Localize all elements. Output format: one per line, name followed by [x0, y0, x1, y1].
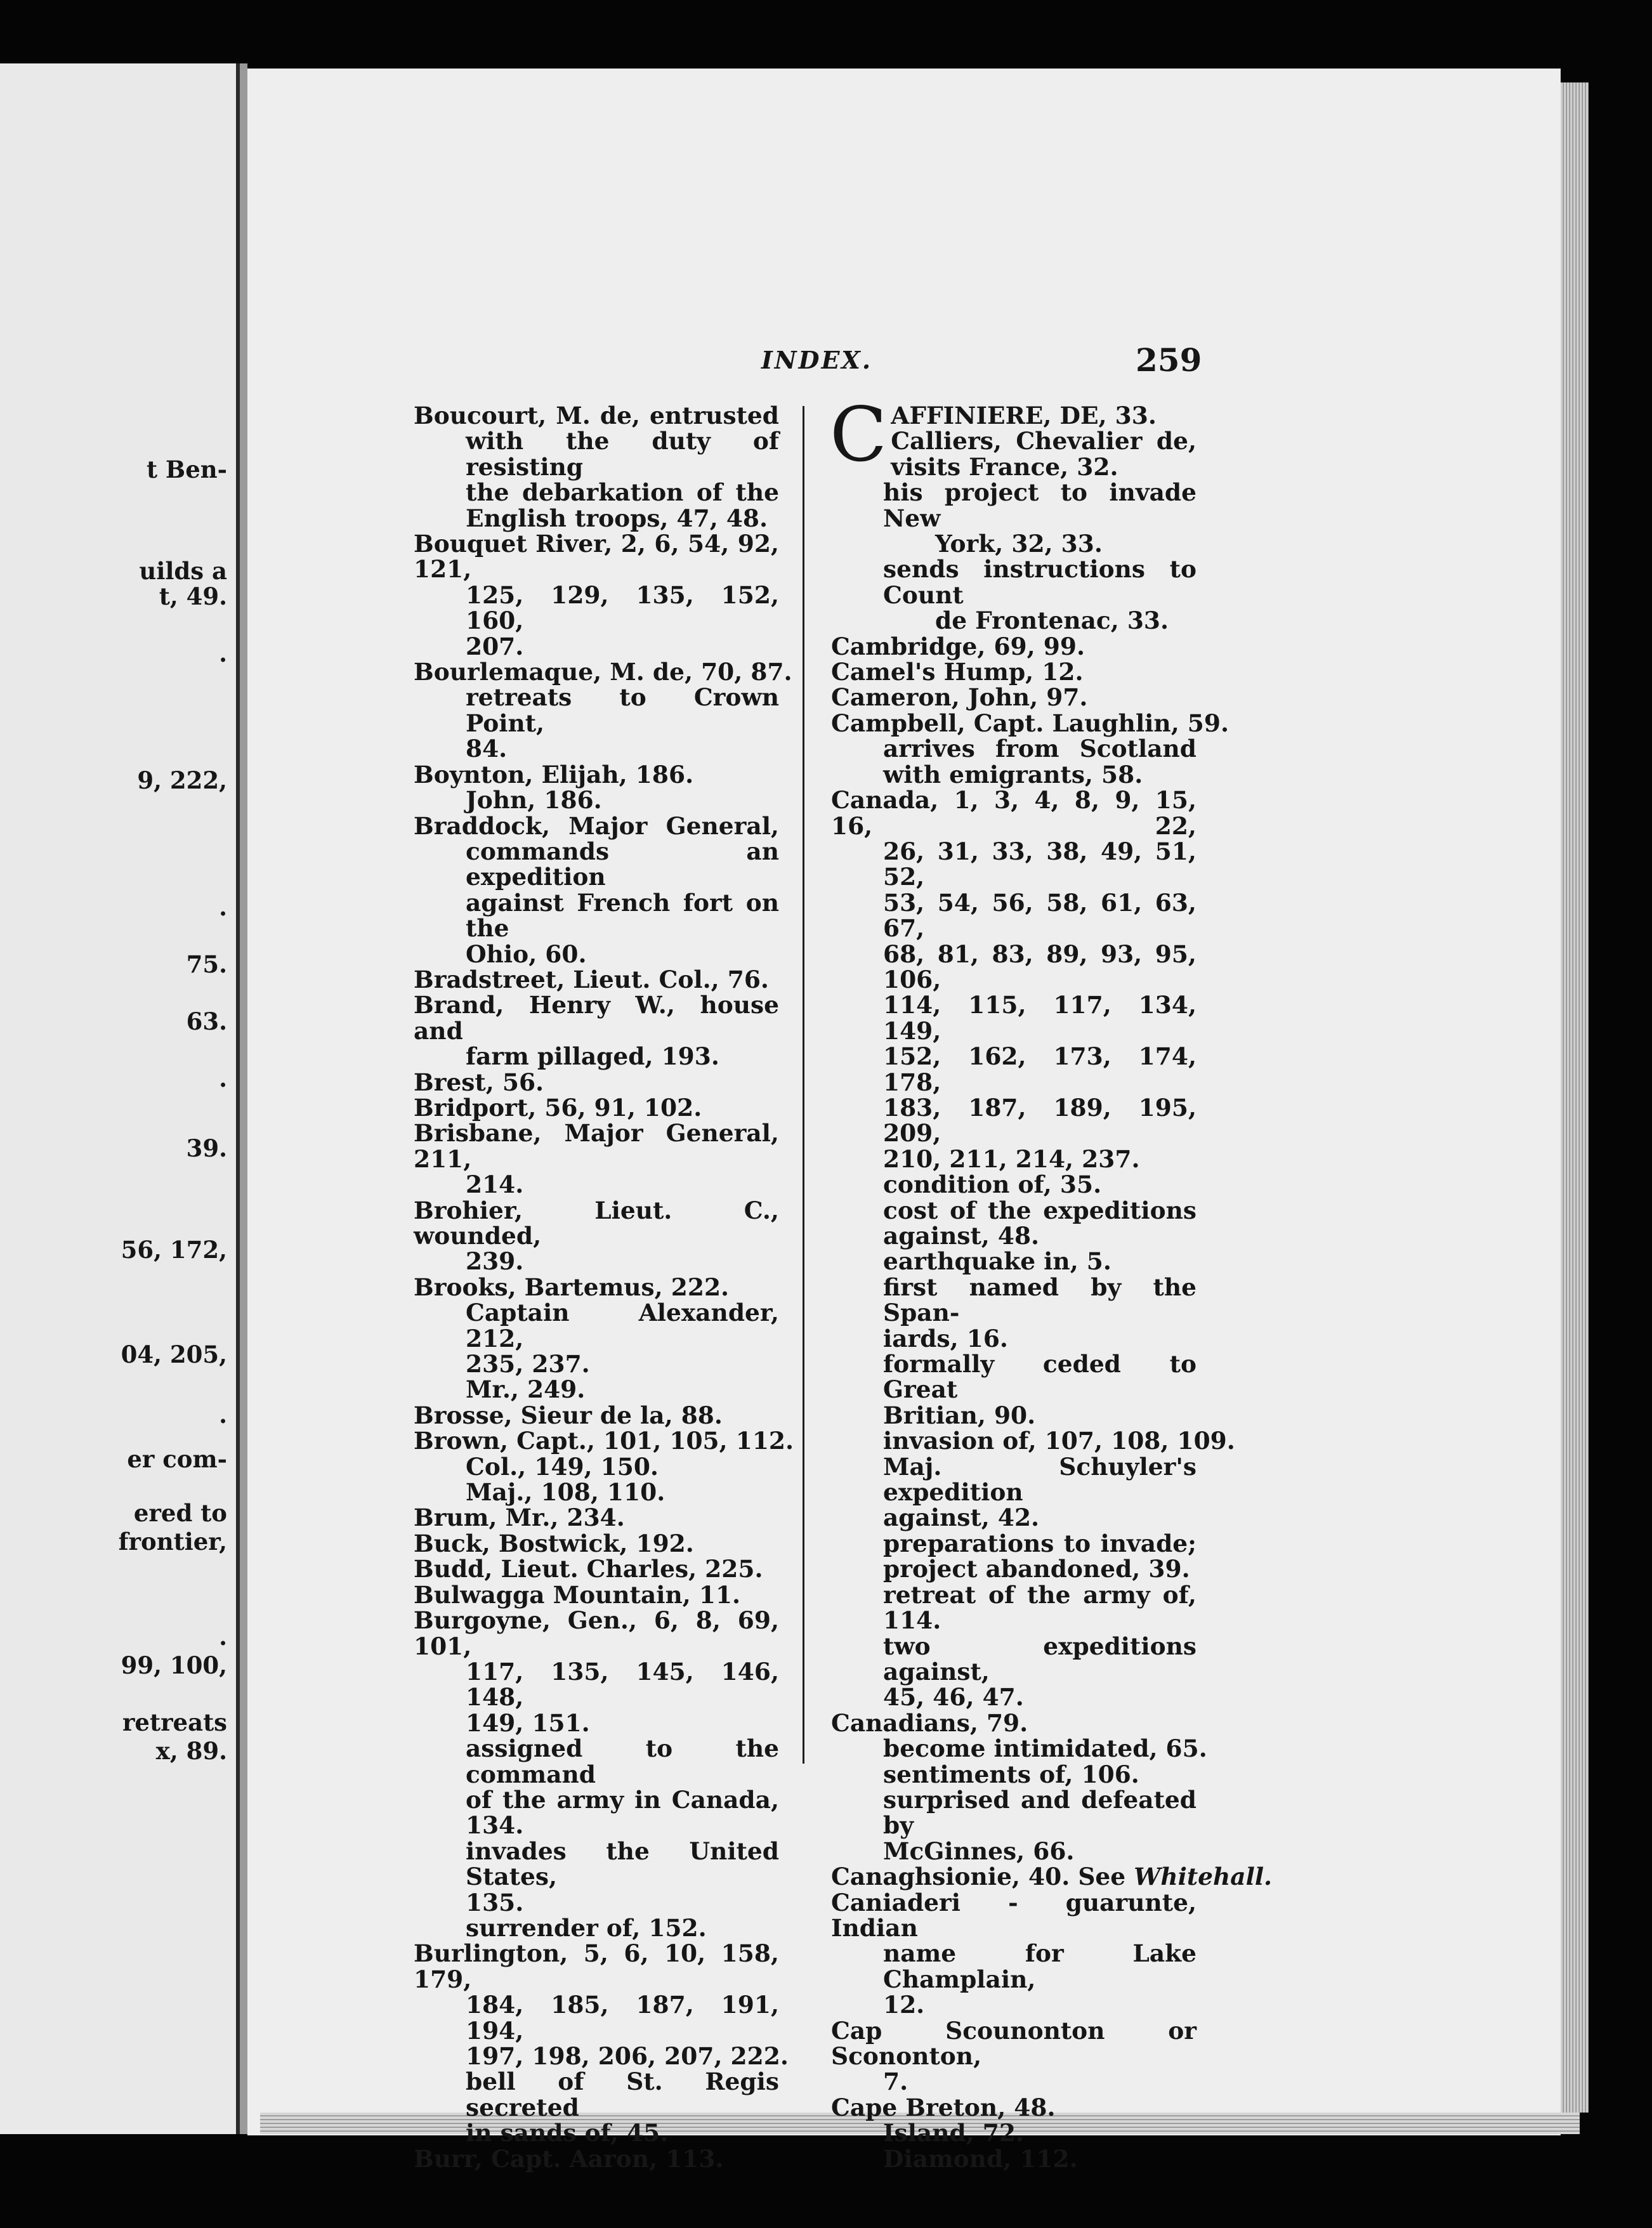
index-entry — [414, 1531, 779, 1556]
index-text: against, 42. — [883, 1504, 1040, 1532]
index-subentry-line — [414, 1736, 779, 1787]
index-entry — [414, 1275, 779, 1403]
index-text: Boucourt, M. de, entrusted — [414, 402, 779, 429]
facing-page-text: 39. — [186, 1134, 227, 1162]
index-text: surrender of, 152. — [466, 1913, 707, 1942]
index-text: Brooks, Bartemus, 222. — [414, 1273, 730, 1301]
index-subentry-line — [831, 1248, 1196, 1274]
page-number: 259 — [1136, 341, 1202, 379]
index-entry-heading — [414, 1505, 779, 1530]
index-entry-heading — [414, 1275, 779, 1300]
index-entry — [414, 1608, 779, 1941]
index-text: Brosse, Sieur de la, 88. — [414, 1401, 723, 1429]
index-entry — [414, 1095, 779, 1120]
index-subentry-line — [831, 480, 1196, 531]
index-entry-heading — [414, 658, 792, 686]
index-entry-heading — [414, 1070, 779, 1095]
index-entry — [831, 2095, 1196, 2172]
index-text: invasion of, 107, 108, 109. — [883, 1427, 1235, 1455]
index-text: retreat of the army of, — [883, 1580, 1196, 1609]
index-entry-heading — [414, 1556, 779, 1582]
index-text: first named by the Span- — [883, 1273, 1196, 1327]
index-column-right — [830, 391, 1273, 2173]
index-entry-heading — [831, 2095, 1196, 2120]
index-subentry-line — [414, 428, 779, 480]
index-entry-heading — [414, 1531, 779, 1556]
index-subentry-line — [414, 1300, 779, 1351]
index-text: English troops, 47, 48. — [466, 504, 768, 532]
index-subentry-line — [414, 1659, 779, 1710]
index-entry-heading — [414, 2146, 779, 2172]
index-text: project abandoned, 39. — [883, 1555, 1190, 1583]
index-text: 84. — [466, 735, 508, 763]
index-subentry-line — [831, 890, 1196, 941]
index-text: arrives from Scotland — [883, 735, 1196, 763]
index-subentry-line — [831, 1275, 1196, 1326]
index-text: sentiments of, 106. — [883, 1760, 1139, 1788]
index-entry-heading — [831, 1710, 1196, 1736]
index-text: Canaghsionie, 40. See — [831, 1863, 1134, 1891]
index-text: preparations to invade; — [883, 1529, 1196, 1557]
index-entry — [831, 786, 1235, 1712]
index-text: Bradstreet, Lieut. Col., 76. — [414, 965, 769, 993]
facing-page-text: er com- — [127, 1445, 227, 1473]
index-subentry-line — [831, 2120, 1196, 2146]
index-subentry-line — [831, 1095, 1196, 1146]
index-entry-heading — [414, 1427, 794, 1455]
index-subentry-line — [414, 1838, 779, 1890]
index-text: 152, 162, 173, 174, 178, — [883, 1042, 1196, 1096]
index-subentry-line — [414, 1044, 779, 1069]
index-subentry-line — [831, 1223, 1196, 1248]
facing-page-text: . — [219, 639, 227, 667]
index-subentry-line — [831, 1505, 1196, 1530]
index-entry-heading — [831, 1863, 1273, 1891]
facing-page-text: . — [219, 893, 227, 921]
index-text: Brand, Henry W., house and — [414, 991, 779, 1045]
index-entry-heading — [414, 1198, 779, 1249]
index-entry-heading — [414, 762, 779, 787]
index-entry — [831, 454, 1196, 634]
index-entry-heading — [831, 659, 1196, 685]
index-entry — [414, 1505, 779, 1530]
index-entry-heading — [414, 1120, 779, 1172]
index-text: Brum, Mr., 234. — [414, 1504, 625, 1532]
index-entry-heading — [414, 531, 779, 582]
index-text: Burlington, 5, 6, 10, 158, 179, — [414, 1939, 779, 1993]
index-entry — [414, 1939, 789, 2147]
index-text: Cape Breton, 48. — [831, 2093, 1056, 2121]
index-subentry-line — [831, 1198, 1196, 1223]
index-subentry-line — [831, 992, 1196, 1044]
index-text: 207. — [466, 632, 524, 660]
index-subentry-line — [831, 736, 1196, 761]
index-entry-heading — [414, 813, 779, 839]
index-text: against, 48. — [883, 1222, 1040, 1250]
index-text: McGinnes, 66. — [883, 1837, 1075, 1865]
index-text: Burgoyne, Gen., 6, 8, 69, 101, — [414, 1606, 779, 1660]
index-subentry-line — [414, 1172, 779, 1197]
index-text: Canada, 1, 3, 4, 8, 9, 15, 16, 22, — [831, 786, 1196, 840]
index-text: Boynton, Elijah, 186. — [414, 760, 694, 789]
index-subentry-line — [414, 1890, 779, 1915]
index-text: Braddock, Major General, — [414, 811, 779, 840]
column-rule — [803, 406, 804, 1764]
index-text: cost of the expeditions — [883, 1196, 1196, 1224]
facing-page-text: x, 89. — [155, 1737, 227, 1765]
index-text: 26, 31, 33, 38, 49, 51, 52, — [883, 837, 1196, 891]
index-text: earthquake in, 5. — [883, 1247, 1111, 1276]
index-entry-heading — [831, 1890, 1196, 1941]
index-entry — [831, 685, 1196, 710]
index-subentry-line — [414, 941, 779, 967]
index-text: 214. — [466, 1170, 524, 1199]
index-subentry-line — [831, 941, 1196, 993]
index-entry — [414, 658, 792, 763]
index-text: York, 32, 33. — [935, 530, 1103, 558]
index-entry — [414, 992, 779, 1069]
index-subentry-line — [414, 2042, 789, 2070]
index-text: surprised and defeated by — [883, 1785, 1196, 1840]
index-text: Burr, Capt. Aaron, 113. — [414, 2144, 724, 2173]
index-entry — [831, 709, 1229, 789]
index-text: Diamond, 112. — [883, 2144, 1078, 2173]
running-head: INDEX. — [761, 346, 873, 374]
index-entry — [414, 1403, 779, 1428]
index-text: 135. — [466, 1888, 524, 1917]
index-entry-heading — [831, 787, 1196, 839]
index-text: 235, 237. — [466, 1350, 590, 1379]
index-subentry-line — [414, 506, 779, 531]
index-entry-heading — [414, 1608, 779, 1659]
index-text: 149, 151. — [466, 1708, 590, 1737]
index-subentry-line — [414, 634, 779, 659]
index-subentry-line — [831, 839, 1196, 890]
index-text: name for Lake Champlain, — [883, 1939, 1196, 1993]
index-subentry-line — [414, 787, 779, 813]
index-text: Col., 149, 150. — [466, 1452, 659, 1481]
index-subentry-line — [831, 608, 1196, 633]
index-text: become intimidated, 65. — [883, 1734, 1207, 1763]
index-text: 68, 81, 83, 89, 93, 95, 106, — [883, 940, 1196, 993]
index-entry-heading — [831, 634, 1196, 659]
index-text: Island, 72. — [883, 2119, 1025, 2147]
index-subentry-line — [414, 1710, 779, 1736]
index-subentry-line — [831, 1608, 1196, 1633]
facing-page-text: 9, 222, — [137, 766, 227, 794]
index-entry — [831, 2018, 1196, 2095]
index-text: 184, 185, 187, 191, 194, — [466, 1991, 779, 2045]
index-text: Ohio, 60. — [466, 940, 587, 968]
drop-cap: C — [830, 391, 888, 478]
index-entry-heading — [414, 1095, 779, 1120]
index-text: Bulwagga Mountain, 11. — [414, 1580, 741, 1609]
index-entry-heading — [414, 1941, 779, 1992]
index-subentry-line — [831, 1634, 1196, 1685]
index-entry — [414, 2146, 779, 2172]
index-subentry-line — [831, 1556, 1196, 1582]
index-subentry-line — [414, 1992, 779, 2043]
index-entry — [414, 813, 779, 967]
index-subentry-line — [831, 556, 1196, 608]
index-subentry-line — [831, 1351, 1196, 1403]
index-text: against French fort on the — [466, 888, 779, 943]
index-text: Maj. Schuyler's expedition — [883, 1452, 1196, 1507]
index-text: Cambridge, 69, 99. — [831, 632, 1085, 660]
facing-page-text: t, 49. — [159, 582, 227, 610]
index-text: AFFINIERE, DE, 33. — [891, 402, 1157, 429]
index-subentry-line — [831, 531, 1196, 556]
index-subentry-line — [831, 1146, 1196, 1172]
index-text: 239. — [466, 1247, 524, 1276]
index-entry — [831, 634, 1196, 659]
index-text: his project to invade New — [883, 478, 1196, 532]
facing-page-text: frontier, — [118, 1528, 227, 1556]
index-entry — [831, 1708, 1207, 1865]
index-text: 125, 129, 135, 152, 160, — [466, 580, 779, 635]
index-entry-heading — [414, 967, 779, 992]
index-entry-heading — [414, 403, 779, 428]
index-text: 210, 211, 214, 237. — [883, 1144, 1140, 1173]
facing-page-text: uilds a — [139, 557, 227, 585]
index-text: farm pillaged, 193. — [466, 1042, 719, 1071]
index-text: Buck, Bostwick, 192. — [414, 1529, 694, 1557]
facing-page-text: t Ben- — [146, 455, 227, 483]
index-text: the debarkation of the — [466, 478, 779, 507]
index-text: 134. — [466, 1811, 524, 1840]
index-subentry-line — [414, 1479, 779, 1505]
facing-page-text: 99, 100, — [121, 1651, 227, 1679]
facing-page-text: . — [219, 1065, 227, 1092]
index-entry-heading — [414, 992, 779, 1044]
index-entry — [831, 659, 1196, 685]
index-text: Calliers, Chevalier de, — [891, 427, 1196, 455]
index-entry-heading — [414, 1403, 779, 1428]
index-entry-heading — [831, 709, 1229, 737]
index-text: Brest, 56. — [414, 1068, 544, 1096]
index-subentry-line — [831, 1582, 1196, 1608]
index-entry-heading — [831, 2018, 1196, 2069]
facing-page-text: 04, 205, — [121, 1340, 227, 1368]
index-subentry-line — [414, 1787, 779, 1812]
index-entry-heading — [831, 685, 1196, 710]
index-text: Cameron, John, 97. — [831, 683, 1088, 712]
index-entry — [414, 1556, 779, 1582]
index-text: 7. — [883, 2067, 908, 2096]
index-subentry-line — [831, 1454, 1196, 1505]
index-subentry-line — [414, 582, 779, 634]
index-entry — [831, 1863, 1273, 1891]
index-subentry-line — [831, 1838, 1196, 1864]
index-subentry-line — [414, 2120, 779, 2146]
page-stack-edge — [1561, 82, 1589, 2113]
index-text: with emigrants, 58. — [883, 760, 1143, 789]
index-text: two expeditions against, — [883, 1632, 1196, 1686]
index-entry — [414, 967, 779, 992]
index-text: Camel's Hump, 12. — [831, 658, 1084, 686]
index-entry — [414, 1427, 794, 1507]
facing-page-text: 75. — [186, 950, 227, 978]
index-subentry-line — [831, 1684, 1196, 1710]
index-text: assigned to the command — [466, 1734, 779, 1788]
index-text: Bouquet River, 2, 6, 54, 92, 121, — [414, 530, 779, 584]
index-text: Brohier, Lieut. C., wounded, — [414, 1196, 779, 1250]
index-text: John, 186. — [466, 786, 602, 815]
index-entry — [414, 403, 779, 531]
index-subentry-line — [831, 1941, 1196, 1992]
facing-page-text: retreats — [122, 1708, 227, 1736]
index-text: 45, 46, 47. — [883, 1683, 1024, 1712]
index-entry — [414, 1198, 779, 1275]
index-text: condition of, 35. — [883, 1170, 1102, 1199]
index-text: Maj., 108, 110. — [466, 1478, 665, 1507]
index-text: 12. — [883, 1991, 925, 2019]
index-text: with the duty of resisting — [466, 427, 779, 481]
index-text: 114, 115, 117, 134, 149, — [883, 991, 1196, 1045]
index-subentry-line — [831, 1531, 1196, 1556]
index-text: 53, 54, 56, 58, 61, 63, 67, — [883, 888, 1196, 943]
index-subentry-line — [414, 1812, 779, 1838]
facing-page-text: . — [219, 1401, 227, 1429]
index-subentry-line — [831, 1044, 1196, 1095]
index-text: formally ceded to Great — [883, 1350, 1196, 1404]
index-text: 197, 198, 206, 207, 222. — [466, 2042, 789, 2070]
index-subentry-line — [414, 480, 779, 505]
index-subentry-line — [414, 2069, 779, 2120]
index-text: 114. — [883, 1606, 941, 1635]
index-text: Campbell, Capt. Laughlin, 59. — [831, 709, 1229, 737]
index-entry — [414, 1120, 779, 1197]
index-entry — [414, 1582, 779, 1608]
index-subentry-line — [414, 839, 779, 890]
index-text: in sands of, 45. — [466, 2119, 669, 2147]
facing-page-text: . — [219, 1623, 227, 1651]
index-subentry-line — [831, 1992, 1196, 2017]
index-text: bell of St. Regis secreted — [466, 2067, 779, 2121]
index-subentry-line — [831, 1326, 1196, 1351]
facing-page-text: 56, 172, — [121, 1236, 227, 1264]
index-subentry-line — [414, 1248, 779, 1274]
index-entry — [831, 1890, 1196, 2018]
index-text: 117, 135, 145, 146, 148, — [466, 1657, 779, 1712]
index-text: invades the United States, — [466, 1837, 779, 1891]
index-subentry-line — [831, 762, 1196, 787]
index-entry — [414, 1070, 779, 1095]
facing-page-text: ered to — [133, 1499, 227, 1527]
index-text: Bridport, 56, 91, 102. — [414, 1093, 702, 1122]
index-subentry-line — [414, 1377, 779, 1402]
index-subentry-line — [414, 1351, 779, 1377]
index-text: Brisbane, Major General, 211, — [414, 1119, 779, 1173]
index-text: sends instructions to Count — [883, 555, 1196, 609]
index-subentry-line — [414, 1915, 779, 1941]
index-text: Cap Scounonton or Scononton, — [831, 2016, 1196, 2070]
index-text: iards, 16. — [883, 1324, 1008, 1353]
index-text: Mr., 249. — [466, 1375, 586, 1404]
index-subentry-line — [414, 890, 779, 941]
index-text: Britian, 90. — [883, 1401, 1036, 1429]
index-entry — [414, 762, 779, 813]
index-subentry-line — [831, 1762, 1196, 1787]
index-subentry-line — [831, 2069, 1196, 2094]
facing-page-fragment — [0, 63, 240, 2134]
cross-reference: Whitehall. — [1134, 1863, 1273, 1891]
index-text: 183, 187, 189, 195, 209, — [883, 1093, 1196, 1148]
index-text: Canadians, 79. — [831, 1708, 1028, 1737]
index-subentry-line — [831, 1734, 1207, 1763]
index-text: Budd, Lieut. Charles, 225. — [414, 1555, 763, 1583]
index-text: Bourlemaque, M. de, 70, 87. — [414, 658, 792, 686]
index-subentry-line — [831, 1427, 1235, 1455]
index-entry-heading — [414, 1582, 779, 1608]
index-text: Brown, Capt., 101, 105, 112. — [414, 1427, 794, 1455]
index-subentry-line — [414, 685, 779, 736]
index-subentry-line — [831, 2146, 1196, 2172]
index-subentry-line — [831, 1403, 1196, 1428]
index-text: Caniaderi - guarunte, Indian — [831, 1888, 1196, 1942]
facing-page-text: 63. — [186, 1007, 227, 1035]
index-column-left — [414, 402, 794, 2173]
index-subentry-line — [414, 736, 779, 761]
index-subentry-line — [831, 1787, 1196, 1838]
index-text: Captain Alexander, 212, — [466, 1299, 779, 1353]
index-subentry-line — [831, 1172, 1196, 1197]
index-text: of the army in Canada, — [466, 1785, 779, 1814]
index-text: de Frontenac, 33. — [935, 606, 1169, 635]
index-entry — [414, 531, 779, 659]
index-subentry-line — [414, 1454, 779, 1479]
index-text: retreats to Crown Point, — [466, 683, 779, 737]
index-text: visits France, 32. — [891, 452, 1118, 481]
index-text: commands an expedition — [466, 837, 779, 891]
book-gutter — [240, 63, 247, 2134]
